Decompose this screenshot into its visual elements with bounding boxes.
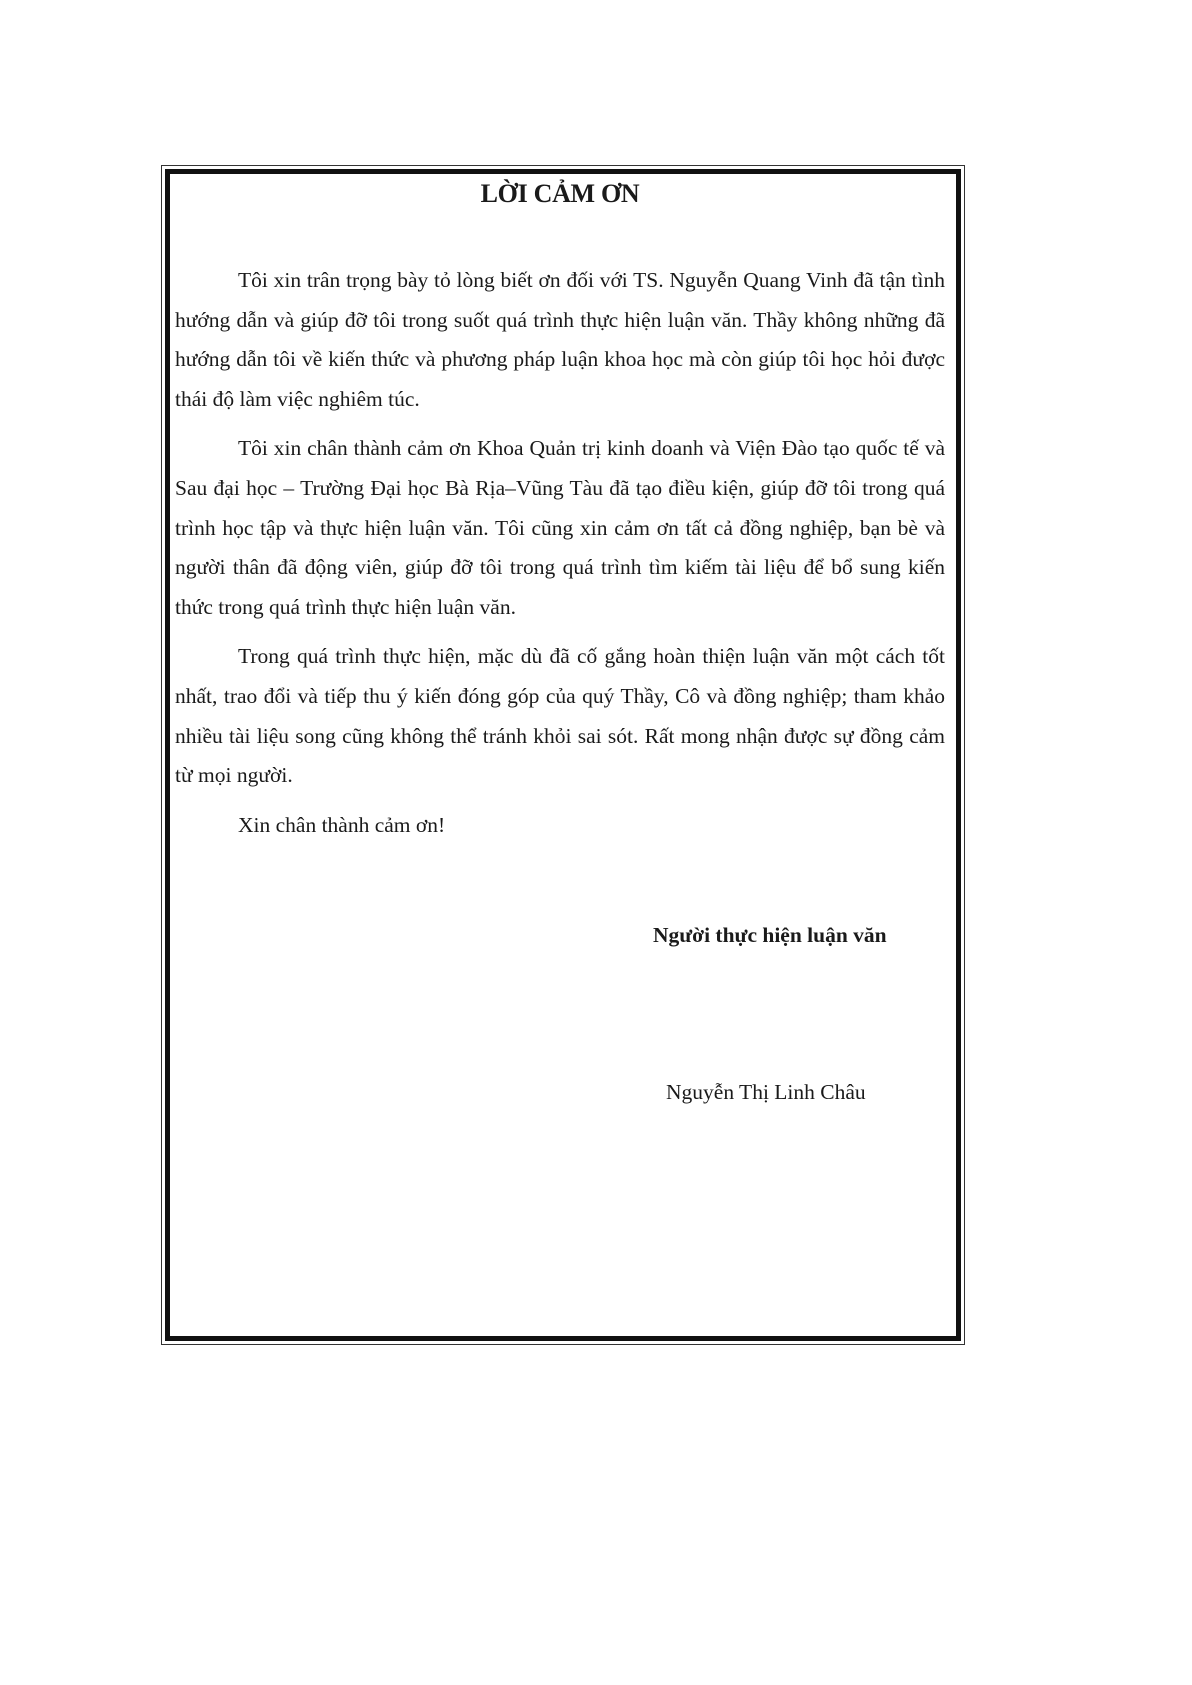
signature-name: Nguyễn Thị Linh Châu	[666, 1080, 866, 1104]
acknowledgement-content	[175, 175, 945, 845]
signature-title: Người thực hiện luận văn	[653, 923, 887, 947]
paragraph-2: Tôi xin chân thành cảm ơn Khoa Quản trị kinh doanh và Viện Đào tạo quốc tế và Sau đại học – Trường Đại học Bà Rịa–Vũng Tàu đã tạo điều kiện, giúp đỡ tôi trong quá trình học tập và thực hiện luận văn. Tôi cũng xin cảm ơn tất cả đồng nghiệp, bạn bè và người thân đã động viên, giúp đỡ tôi trong quá trình tìm kiếm tài liệu để bổ sung kiến thức trong quá trình thực hiện luận văn.	[175, 436, 945, 619]
paragraph-1: Tôi xin trân trọng bày tỏ lòng biết ơn đối với TS. Nguyễn Quang Vinh đã tận tình hướng dẫn và giúp đỡ tôi trong suốt quá trình thực hiện luận văn. Thầy không những đã hướng dẫn tôi về kiến thức và phương pháp luận khoa học mà còn giúp tôi học hỏi được thái độ làm việc nghiêm túc.	[175, 268, 945, 411]
page-title: LỜI CẢM ƠN	[480, 179, 640, 208]
paragraph-3: Trong quá trình thực hiện, mặc dù đã cố gắng hoàn thiện luận văn một cách tốt nhất, trao đổi và tiếp thu ý kiến đóng góp của quý Thầy, Cô và đồng nghiệp; tham khảo nhiều tài liệu song cũng không thể tránh khỏi sai sót. Rất mong nhận được sự đồng cảm từ mọi người.	[175, 644, 945, 788]
paragraph-4: Xin chân thành cảm ơn!	[238, 812, 446, 837]
